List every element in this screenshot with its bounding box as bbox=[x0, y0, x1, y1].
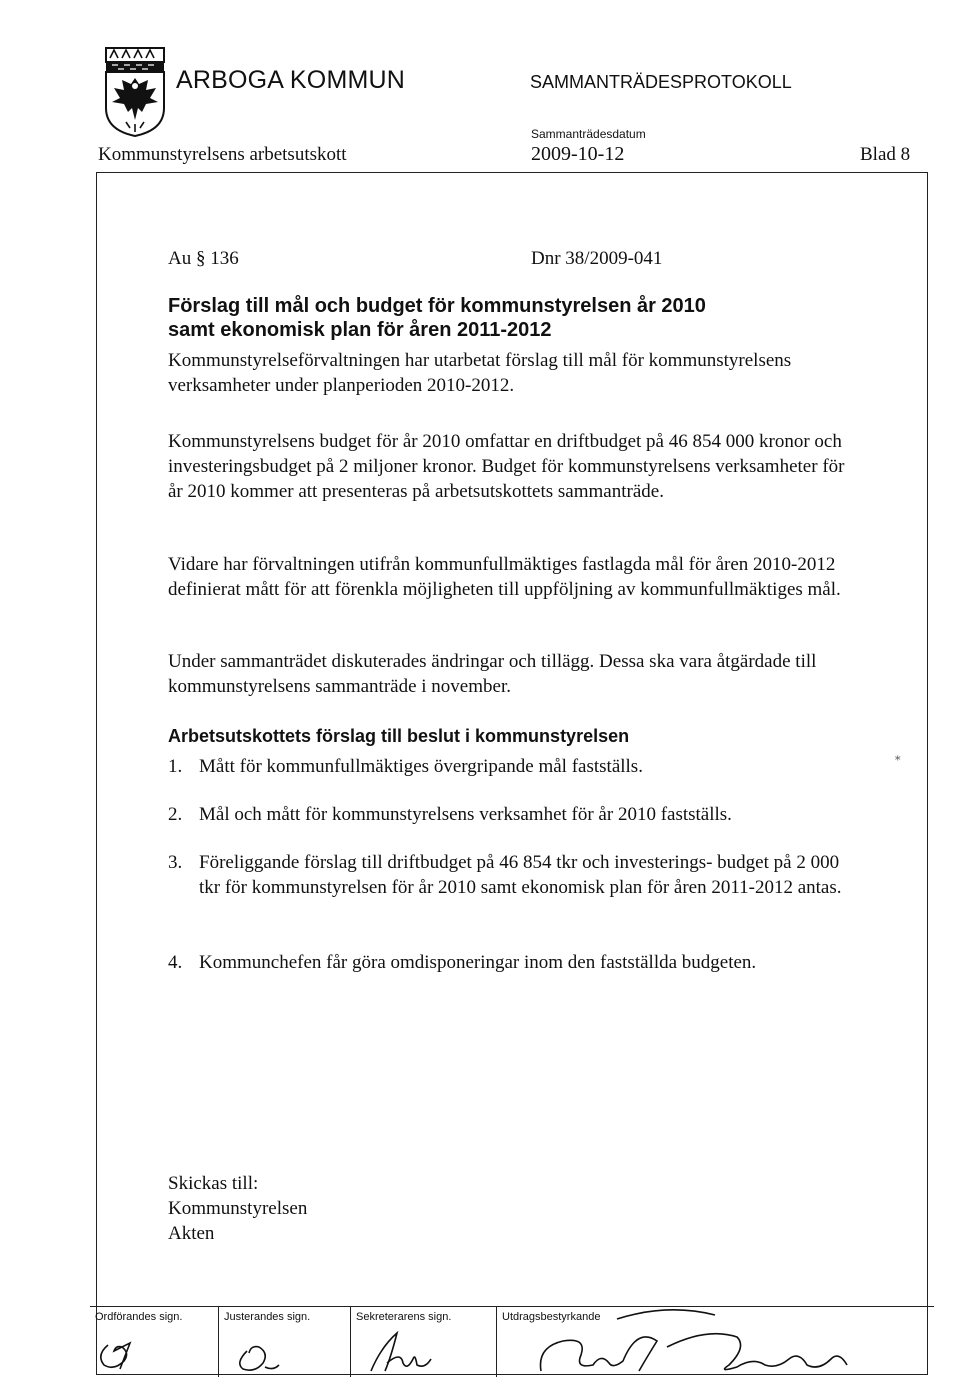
signature-cell-secretary bbox=[350, 1307, 496, 1377]
signature-label: Justerandes sign. bbox=[224, 1311, 311, 1323]
case-title bbox=[168, 294, 848, 342]
list-item bbox=[168, 754, 848, 779]
signature-cell-adjuster bbox=[218, 1307, 350, 1377]
paragraph-1: Kommunstyrelseförvaltningen har utarbetat förslag till mål för kommunstyrelsens verksamheter under planperioden 2010-2012. bbox=[168, 350, 792, 396]
distribution-recipient: Kommunstyrelsen bbox=[168, 1198, 308, 1219]
committee-name: Kommunstyrelsens arbetsutskott bbox=[98, 144, 347, 165]
margin-mark: ⁎ bbox=[895, 751, 901, 763]
list-item bbox=[168, 802, 848, 827]
proposal-heading: Arbetsutskottets förslag till beslut i kommunstyrelsen bbox=[168, 726, 630, 746]
paragraph-4: Under sammanträdet diskuterades ändringar och tillägg. Dessa ska vara åtgärdade till kommunstyrelsens sammanträde i november. bbox=[168, 651, 817, 697]
registration-number: Dnr 38/2009-041 bbox=[531, 248, 663, 269]
meeting-date: 2009-10-12 bbox=[531, 143, 625, 165]
list-item-text: Mål och mått för kommunstyrelsens verksamhet för år 2010 fastställs. bbox=[199, 804, 732, 825]
list-item-text: Mått för kommunfullmäktiges övergripande mål fastställs. bbox=[199, 756, 643, 777]
list-item-text: Föreliggande förslag till driftbudget på 46 854 tkr och investerings- budget på 2 000 tkr för kommunstyrelsen för år 2010 samt ekonomisk plan för åren 2011-2012 antas. bbox=[199, 852, 842, 898]
paragraph-3: Vidare har förvaltningen utifrån kommunfullmäktiges fastlagda mål för åren 2010-2012 definierat mått för att förenkla möjligheten till uppföljning av kommunfullmäktiges mål. bbox=[168, 554, 841, 600]
signature-scribble-icon bbox=[497, 1307, 935, 1377]
distribution-heading: Skickas till: bbox=[168, 1173, 259, 1194]
case-title-line-2: samt ekonomisk plan för åren 2011-2012 bbox=[168, 319, 552, 341]
page-number: Blad 8 bbox=[860, 144, 911, 165]
list-item-number: 4. bbox=[168, 952, 183, 973]
signature-scribble-icon bbox=[219, 1307, 351, 1377]
signature-scribble-icon bbox=[351, 1307, 497, 1377]
case-title-line-1: Förslag till mål och budget för kommunstyrelsen år 2010 bbox=[168, 295, 706, 317]
distribution-recipient: Akten bbox=[168, 1223, 215, 1244]
list-item-number: 3. bbox=[168, 852, 183, 873]
signature-scribble-icon bbox=[90, 1307, 218, 1377]
list-item-number: 2. bbox=[168, 804, 183, 825]
signature-label: Utdragsbestyrkande bbox=[502, 1311, 601, 1323]
signature-label: Sekreterarens sign. bbox=[356, 1311, 452, 1323]
municipality-name: ARBOGA KOMMUN bbox=[176, 66, 406, 94]
list-item bbox=[168, 850, 848, 900]
signature-cell-chair bbox=[90, 1307, 218, 1377]
municipality-crest-icon bbox=[104, 46, 166, 138]
list-item-text: Kommunchefen får göra omdisponeringar inom den fastställda budgeten. bbox=[199, 952, 757, 973]
list-item-number: 1. bbox=[168, 756, 183, 777]
case-reference: Au § 136 bbox=[168, 248, 239, 269]
paragraph-2: Kommunstyrelsens budget för år 2010 omfattar en driftbudget på 46 854 000 kronor och investeringsbudget på 2 miljoner kronor. Budget för kommunstyrelsens verksamheter för år 2010 kommer att presenteras på arbetsutskottets sammanträde. bbox=[168, 431, 845, 502]
document-type: SAMMANTRÄDESPROTOKOLL bbox=[530, 72, 792, 92]
signature-cell-certified bbox=[496, 1307, 934, 1377]
list-item bbox=[168, 950, 848, 975]
signature-table bbox=[90, 1306, 934, 1376]
signature-label: Ordförandes sign. bbox=[95, 1311, 183, 1323]
meeting-date-label: Sammanträdesdatum bbox=[531, 127, 646, 141]
